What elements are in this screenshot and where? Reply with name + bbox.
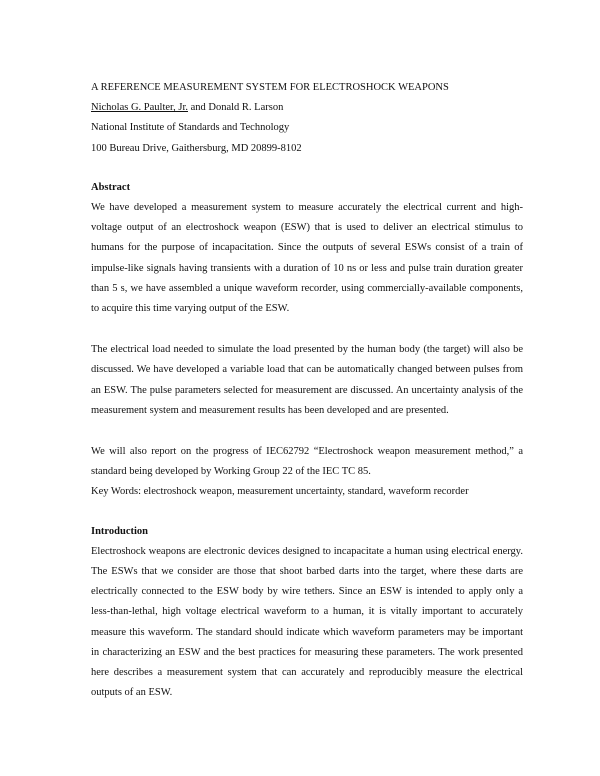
keywords: Key Words: electroshock weapon, measurement uncertainty, standard, waveform recorder	[91, 486, 469, 498]
paper-title: A REFERENCE MEASUREMENT SYSTEM FOR ELECTROSHOCK WEAPONS	[91, 82, 449, 93]
introduction-paragraph: Electroshock weapons are electronic devices designed to incapacitate a human using electrical energy. The ESWs that we consider are those that shoot barbed darts into the target, where these darts are electrically connected to the ESW body by wire tethers. Since an ESW is intended to apply only a less-than-lethal, high voltage electrical waveform to a human, it is vitally important to accurately measure this waveform. The standard should indicate which waveform parameters may be important in characterizing an ESW and the best practices for measuring these parameters. The work presented here describes a measurement system that can accurately and reproducibly measure the electrical outputs of an ESW.	[91, 545, 523, 699]
address: 100 Bureau Drive, Gaithersburg, MD 20899-8102	[91, 142, 302, 154]
abstract-heading: Abstract	[91, 181, 131, 193]
abstract-paragraph-2: The electrical load needed to simulate the load presented by the human body (the target) will also be discussed. We have developed a variable load that can be automatically changed between pulses from an ESW. The pulse parameters selected for measurement are discussed. An uncertainty analysis of the measurement system and measurement results has been developed and are presented.	[91, 344, 523, 416]
affiliation: National Institute of Standards and Technology	[91, 122, 290, 134]
author-line	[91, 98, 523, 118]
abstract-paragraph-3: We will also report on the progress of IEC62792 “Electroshock weapon measurement method,” a standard being developed by Working Group 22 of the IEC TC 85.	[91, 446, 523, 478]
author-rest: and Donald R. Larson	[187, 102, 284, 114]
author-primary-link[interactable]: Nicholas G. Paulter, Jr.	[91, 102, 188, 114]
abstract-paragraph-1: We have developed a measurement system to measure accurately the electrical current and high-voltage output of an electroshock weapon (ESW) that is used to deliver an electrical stimulus to humans for the purpose of incapacitation. Since the outputs of several ESWs consist of a train of impulse-like signals having transients with a duration of 10 ns or less and pulse train duration greater than 5 s, we have assembled a unique waveform recorder, using commercially-available components, to acquire this time varying output of the ESW.	[91, 202, 523, 315]
introduction-heading: Introduction	[91, 525, 148, 537]
paper-page	[91, 78, 523, 703]
